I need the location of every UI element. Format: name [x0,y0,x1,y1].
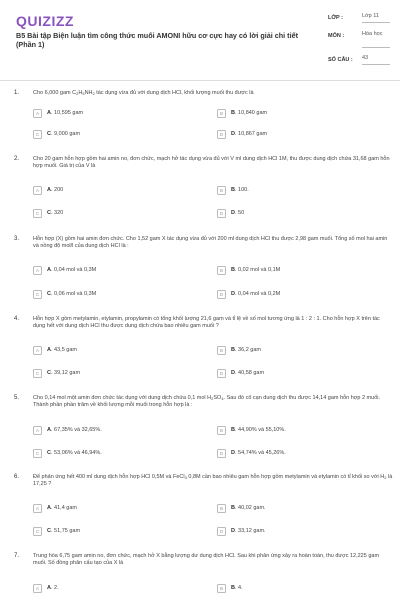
option-letter: A [47,347,51,353]
option-box[interactable]: A [33,504,42,513]
count-underline [362,64,390,65]
option-box[interactable]: A [33,186,42,195]
option-text: 10,867 gam [238,131,268,137]
header-divider [0,80,400,81]
option-box[interactable]: D [217,369,226,378]
option-c[interactable]: C C. 9,000 gam [33,130,183,142]
question-number: 1. [14,90,20,96]
option-letter: A [47,267,51,273]
question-text: Hỗn hợp (X) gồm hai amin đơn chức. Cho 1,52 gam X tác dụng vừa đủ với 200 ml dung dịch HCl thu được 2,98 gam muối. Tổng số mol hai amin và nồng độ mol/l của dung dịch HCl là : [33,236,388,250]
subject-value: Hóa học [362,31,383,37]
option-b[interactable]: B B. 44,90% và 55,10%. [217,426,367,438]
option-c[interactable]: C C. 51,75 gam [33,527,183,539]
question-text: Cho 6,000 gam $C_2H_5NH_2$ tác dụng vừa đủ với dung dịch HCl, khối lượng muối thu được là [33,90,254,96]
option-box[interactable]: D [217,290,226,299]
option-letter: D [231,528,235,534]
option-box[interactable]: C [33,449,42,458]
option-box[interactable]: B [217,504,226,513]
option-d[interactable]: D D. 33,12 gam. [217,527,367,539]
grade-value: Lớp 11 [362,13,379,19]
question-number: 6. [14,474,20,480]
option-c[interactable]: C C. 0,06 mol và 0,3M [33,290,183,302]
option-b[interactable]: B B. 10,840 gam [217,109,367,121]
option-a[interactable]: A A. 200 [33,186,183,198]
option-text: 36,2 gam [238,347,261,353]
option-text: 41,4 gam [54,505,77,511]
question-text: Cho 20 gam hỗn hợp gồm hai amin no, đơn chức, mạch hở tác dụng vừa đủ với V ml dung dịch HCl 1M, thu được dung dịch chứa 31,68 gam hỗn hợp muối. Giá trị của V là [33,156,390,170]
option-letter: B [231,110,235,116]
option-letter: D [231,210,235,216]
option-text: 10,840 gam [238,110,268,116]
option-letter: D [231,450,235,456]
option-box[interactable]: C [33,527,42,536]
option-a[interactable]: A A. 0,04 mol và 0,3M [33,266,183,278]
option-text: 51,75 gam [54,528,81,534]
option-d[interactable]: D D. 54,74% và 45,26%. [217,449,367,461]
option-b[interactable]: B B. 40,02 gam. [217,504,367,516]
option-text: 0,06 mol và 0,3M [54,291,97,297]
document-header [0,0,400,80]
option-letter: B [231,585,235,591]
option-a[interactable]: A A. 41,4 gam [33,504,183,516]
option-letter: D [231,291,235,297]
option-a[interactable]: A A. 67,35% và 32,65%. [33,426,183,438]
option-text: 43,5 gam [54,347,77,353]
option-text: 100. [238,187,249,193]
question-text: Để phản ứng hết 400 ml dung dịch hỗn hợp HCl 0,5M và FeCl$_3$ 0,8M cần bao nhiêu gam hỗn hợp gồm metylamin và etylamin có tỉ khối so với $H_2$ là 17,25 ? [33,474,393,488]
option-box[interactable]: D [217,449,226,458]
option-text: 2. [54,585,59,591]
option-letter: C [47,450,51,456]
option-text: 320 [54,210,64,216]
option-letter: D [231,131,235,137]
count-value: 43 [362,55,369,61]
option-letter: A [47,505,51,511]
question-number: 4. [14,316,20,322]
option-text: 40,02 gam. [238,505,266,511]
option-text: 33,12 gam. [238,528,266,534]
option-text: 10,595 gam [54,110,84,116]
option-box[interactable]: A [33,266,42,275]
option-letter: B [231,267,235,273]
option-c[interactable]: C C. 53,06% và 46,94%. [33,449,183,461]
option-box[interactable]: A [33,109,42,118]
option-d[interactable]: D D. 10,867 gam [217,130,367,142]
option-text: 53,06% và 46,94%. [54,450,102,456]
subject-label: MÔN : [328,33,345,39]
grade-underline [362,22,390,23]
question-text: Hỗn hợp X gồm metylamin, etylamin, propylamin có tổng khối lượng 21,6 gam và tỉ lệ về số mol tương ứng là 1 : 2 : 1. Cho hỗn hợp X trên tác dụng hết với dung dịch HCl thu được dung dịch chứa bao nhiêu gam muối ? [33,316,380,330]
option-text: 200 [54,187,64,193]
option-a[interactable]: A A. 10,595 gam [33,109,183,121]
quizizz-logo: QUIZIZZ [16,13,74,29]
option-box[interactable]: B [217,266,226,275]
question-text: Trung hòa 6,75 gam amin no, đơn chức, mạch hở X bằng lượng dư dung dịch HCl. Sau khi phản ứng xảy ra hoàn toàn, thu được 12,225 gam muối. Số đồng phân cấu tạo của X là [33,553,380,567]
option-a[interactable]: A A. 2. [33,584,183,596]
question-number: 2. [14,156,20,162]
option-letter: D [231,370,235,376]
count-label: SỐ CÂU : [328,57,353,63]
option-box[interactable]: B [217,346,226,355]
option-b[interactable]: B B. 4. [217,584,367,596]
option-letter: A [47,585,51,591]
option-text: 54,74% và 45,26%. [238,450,286,456]
option-d[interactable]: D D. 50 [217,209,367,221]
option-box[interactable]: C [33,369,42,378]
option-letter: C [47,370,51,376]
question-number: 5. [14,395,20,401]
option-text: 0,04 mol và 0,2M [238,291,281,297]
option-d[interactable]: D D. 0,04 mol và 0,2M [217,290,367,302]
option-c[interactable]: C C. 39,12 gam [33,369,183,381]
option-text: 0,04 mol và 0,3M [54,267,97,273]
option-letter: C [47,210,51,216]
option-letter: C [47,291,51,297]
subject-underline [362,47,390,48]
question-number: 3. [14,236,20,242]
option-box[interactable]: C [33,130,42,139]
document-title: B5 Bài tập Biện luận tìm công thức muối AMONI hữu cơ cực hay có lời giải chi tiết (Phần 1) [16,31,298,49]
option-letter: C [47,131,51,137]
option-text: 4. [238,585,243,591]
question-number: 7. [14,553,20,559]
option-letter: B [231,187,235,193]
option-box[interactable]: C [33,290,42,299]
option-c[interactable]: C C. 320 [33,209,183,221]
option-box[interactable]: C [33,209,42,218]
option-box[interactable]: D [217,527,226,536]
option-text: 9,000 gam [54,131,81,137]
option-letter: B [231,347,235,353]
option-letter: A [47,427,51,433]
option-letter: B [231,427,235,433]
option-box[interactable]: A [33,426,42,435]
option-text: 67,35% và 32,65%. [54,427,102,433]
option-box[interactable]: B [217,186,226,195]
option-text: 39,12 gam [54,370,81,376]
option-b[interactable]: B B. 36,2 gam [217,346,367,358]
option-b[interactable]: B B. 0,02 mol và 0,1M [217,266,367,278]
option-letter: A [47,110,51,116]
option-box[interactable]: A [33,584,42,593]
option-d[interactable]: D D. 40,58 gam [217,369,367,381]
option-box[interactable]: A [33,346,42,355]
option-a[interactable]: A A. 43,5 gam [33,346,183,358]
option-letter: A [47,187,51,193]
option-letter: B [231,505,235,511]
question-text: Cho 0,14 mol một amin đơn chức tác dụng với dung dịch chứa 0,1 mol $H_2SO_4$. Sau đó cô cạn dung dịch thu được 14,14 gam hỗn hợp 2 muối. Thành phần phần trăm về khối lượng mỗi muối trong hỗn hợp là : [33,395,381,409]
option-box[interactable]: B [217,426,226,435]
option-box[interactable]: B [217,109,226,118]
option-text: 0,02 mol và 0,1M [238,267,281,273]
option-b[interactable]: B B. 100. [217,186,367,198]
option-text: 44,90% và 55,10%. [238,427,286,433]
option-letter: C [47,528,51,534]
option-text: 50 [238,210,245,216]
option-box[interactable]: D [217,209,226,218]
option-text: 40,58 gam [238,370,265,376]
option-box[interactable]: D [217,130,226,139]
grade-label: LỚP : [328,15,343,21]
option-box[interactable]: B [217,584,226,593]
